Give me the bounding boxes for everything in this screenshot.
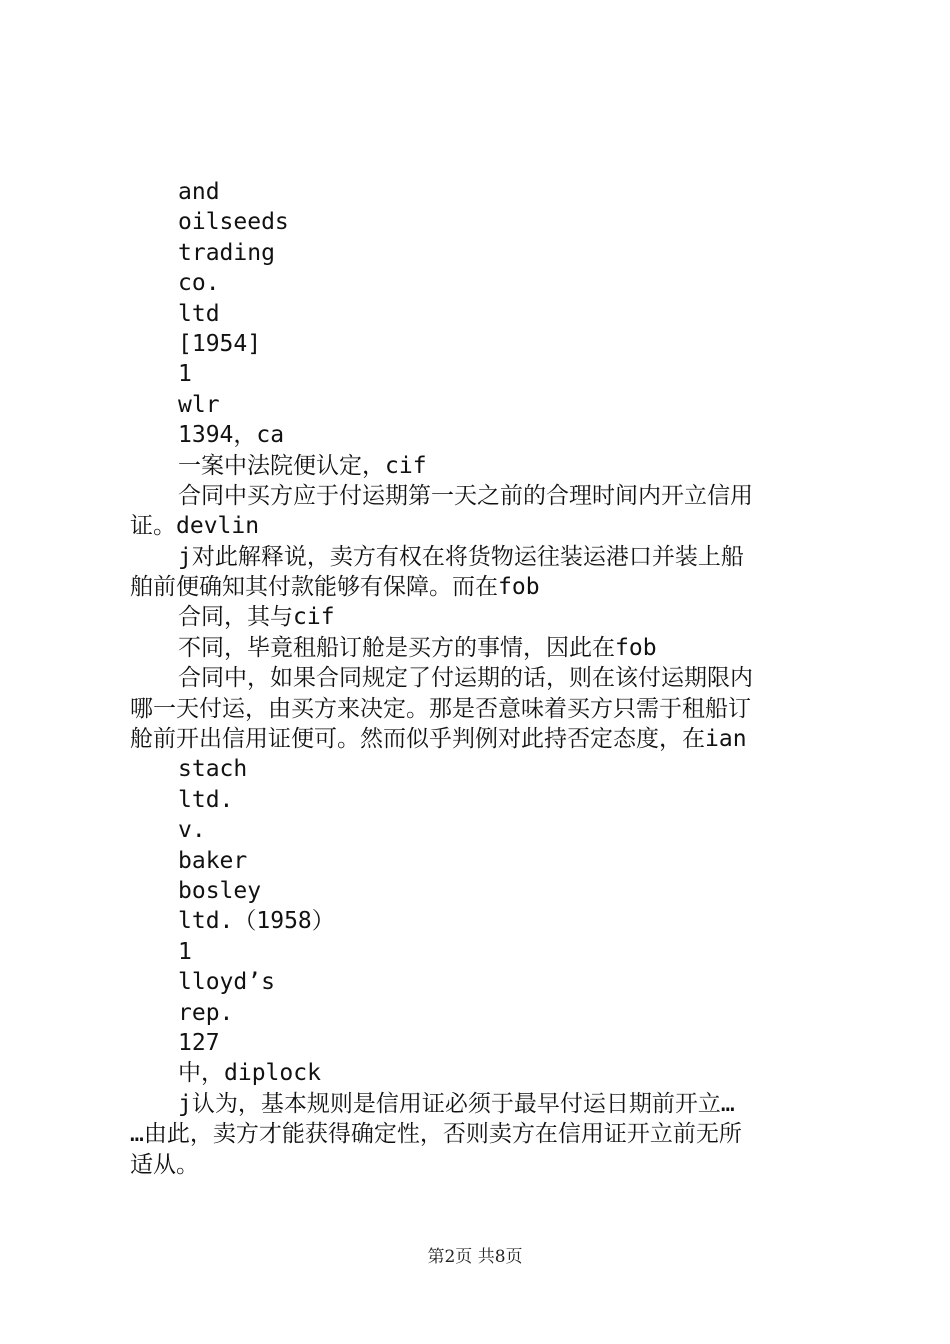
text-line: 一案中法院便认定，cif	[178, 452, 427, 479]
text-line: oilseeds	[178, 209, 289, 236]
text-line: co.	[178, 270, 220, 297]
text-line: v.	[178, 817, 206, 844]
text-line: j对此解释说，卖方有权在将货物运往装运港口并装上船	[178, 543, 744, 570]
text-line: 中，diplock	[178, 1060, 321, 1087]
text-line: 证。devlin	[130, 513, 260, 540]
text-line: 哪一天付运，由买方来决定。那是否意味着买方只需于租船订	[130, 695, 751, 722]
text-line: rep.	[178, 999, 234, 1026]
text-line: 合同中，如果合同规定了付运期的话，则在该付运期限内	[178, 665, 753, 692]
text-line: 1	[178, 361, 192, 388]
text-line: stach	[178, 756, 248, 783]
text-line: 127	[178, 1029, 220, 1056]
text-line: 不同，毕竟租船订舱是买方的事情，因此在fob	[178, 634, 657, 661]
text-line: …由此，卖方才能获得确定性，否则卖方在信用证开立前无所	[130, 1121, 742, 1148]
text-line: [1954]	[178, 330, 262, 357]
text-line: bosley	[178, 877, 262, 904]
document-body	[130, 177, 830, 1180]
text-line: lloyd’s	[178, 969, 275, 996]
text-line: ltd.（1958）	[178, 908, 335, 935]
text-line: and	[178, 179, 220, 205]
text-line: 1394，ca	[178, 422, 285, 449]
text-line: trading	[178, 239, 275, 266]
text-line: baker	[178, 847, 248, 874]
text-line: 1	[178, 938, 192, 965]
text-line: ltd	[178, 300, 220, 327]
text-line: ltd.	[178, 786, 234, 813]
page-footer: 第2页 共8页	[427, 1247, 523, 1267]
text-line: 适从。	[130, 1151, 199, 1178]
text-line: j认为，基本规则是信用证必须于最早付运日期前开立…	[178, 1090, 735, 1117]
text-line: 合同中买方应于付运期第一天之前的合理时间内开立信用	[178, 482, 753, 509]
text-line: 合同，其与cif	[178, 604, 335, 631]
text-line: 舶前便确知其付款能够有保障。而在fob	[130, 574, 540, 601]
text-line: wlr	[178, 391, 220, 418]
text-line: 舱前开出信用证便可。然而似乎判例对此持否定态度，在ian	[130, 726, 747, 753]
